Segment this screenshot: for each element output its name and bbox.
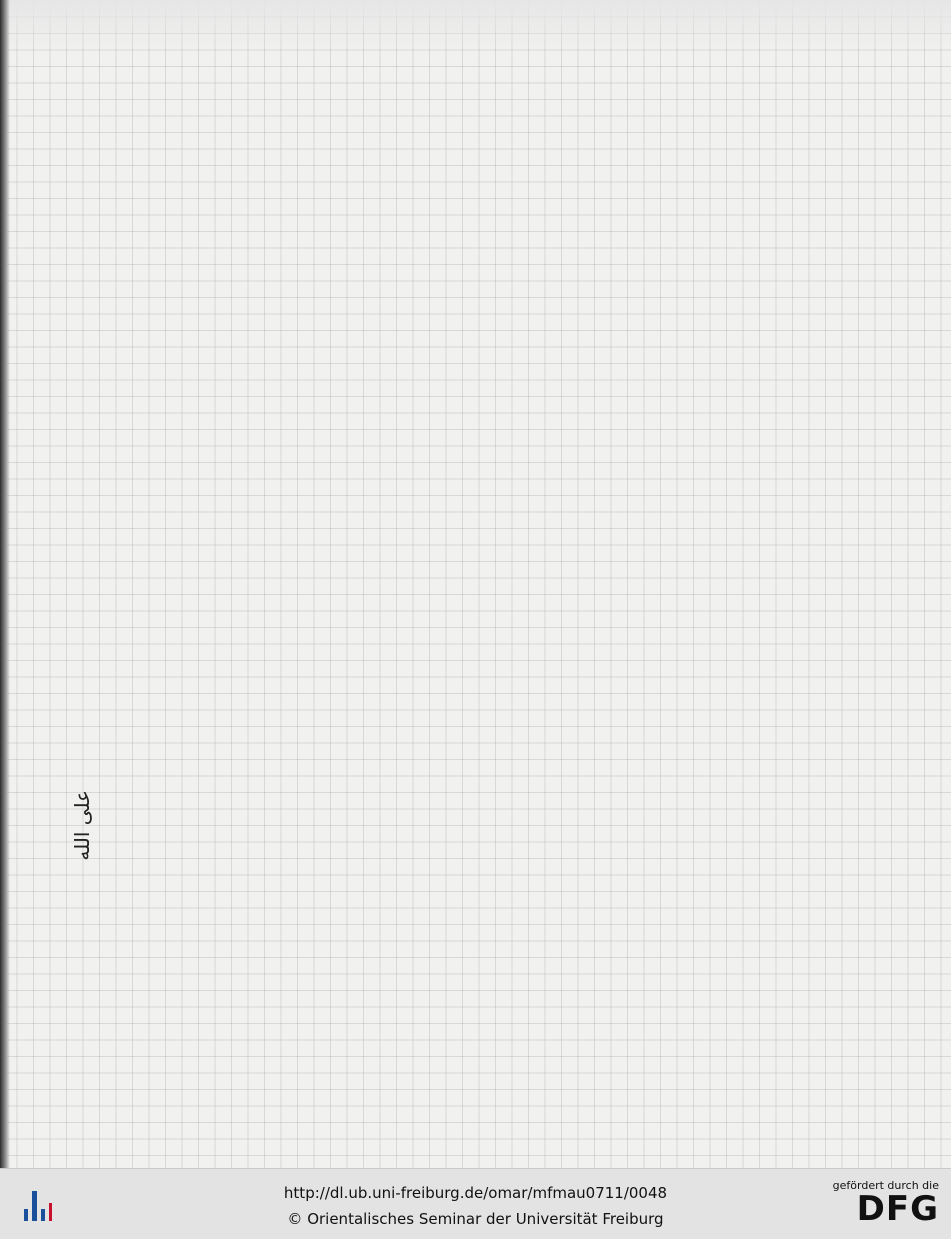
binding-shadow [0, 0, 10, 1168]
copyright-notice: © Orientalisches Seminar der Universität Freiburg [287, 1210, 664, 1228]
document-url-link[interactable]: http://dl.ub.uni-freiburg.de/omar/mfmau0711/0048 [283, 1184, 668, 1202]
page-top-shading [0, 0, 951, 52]
footer-bar [0, 1168, 951, 1239]
funder-caption: gefördert durch die [832, 1179, 939, 1192]
dfg-logo: DFG [856, 1189, 939, 1229]
margin-annotation: على الله [70, 790, 94, 861]
